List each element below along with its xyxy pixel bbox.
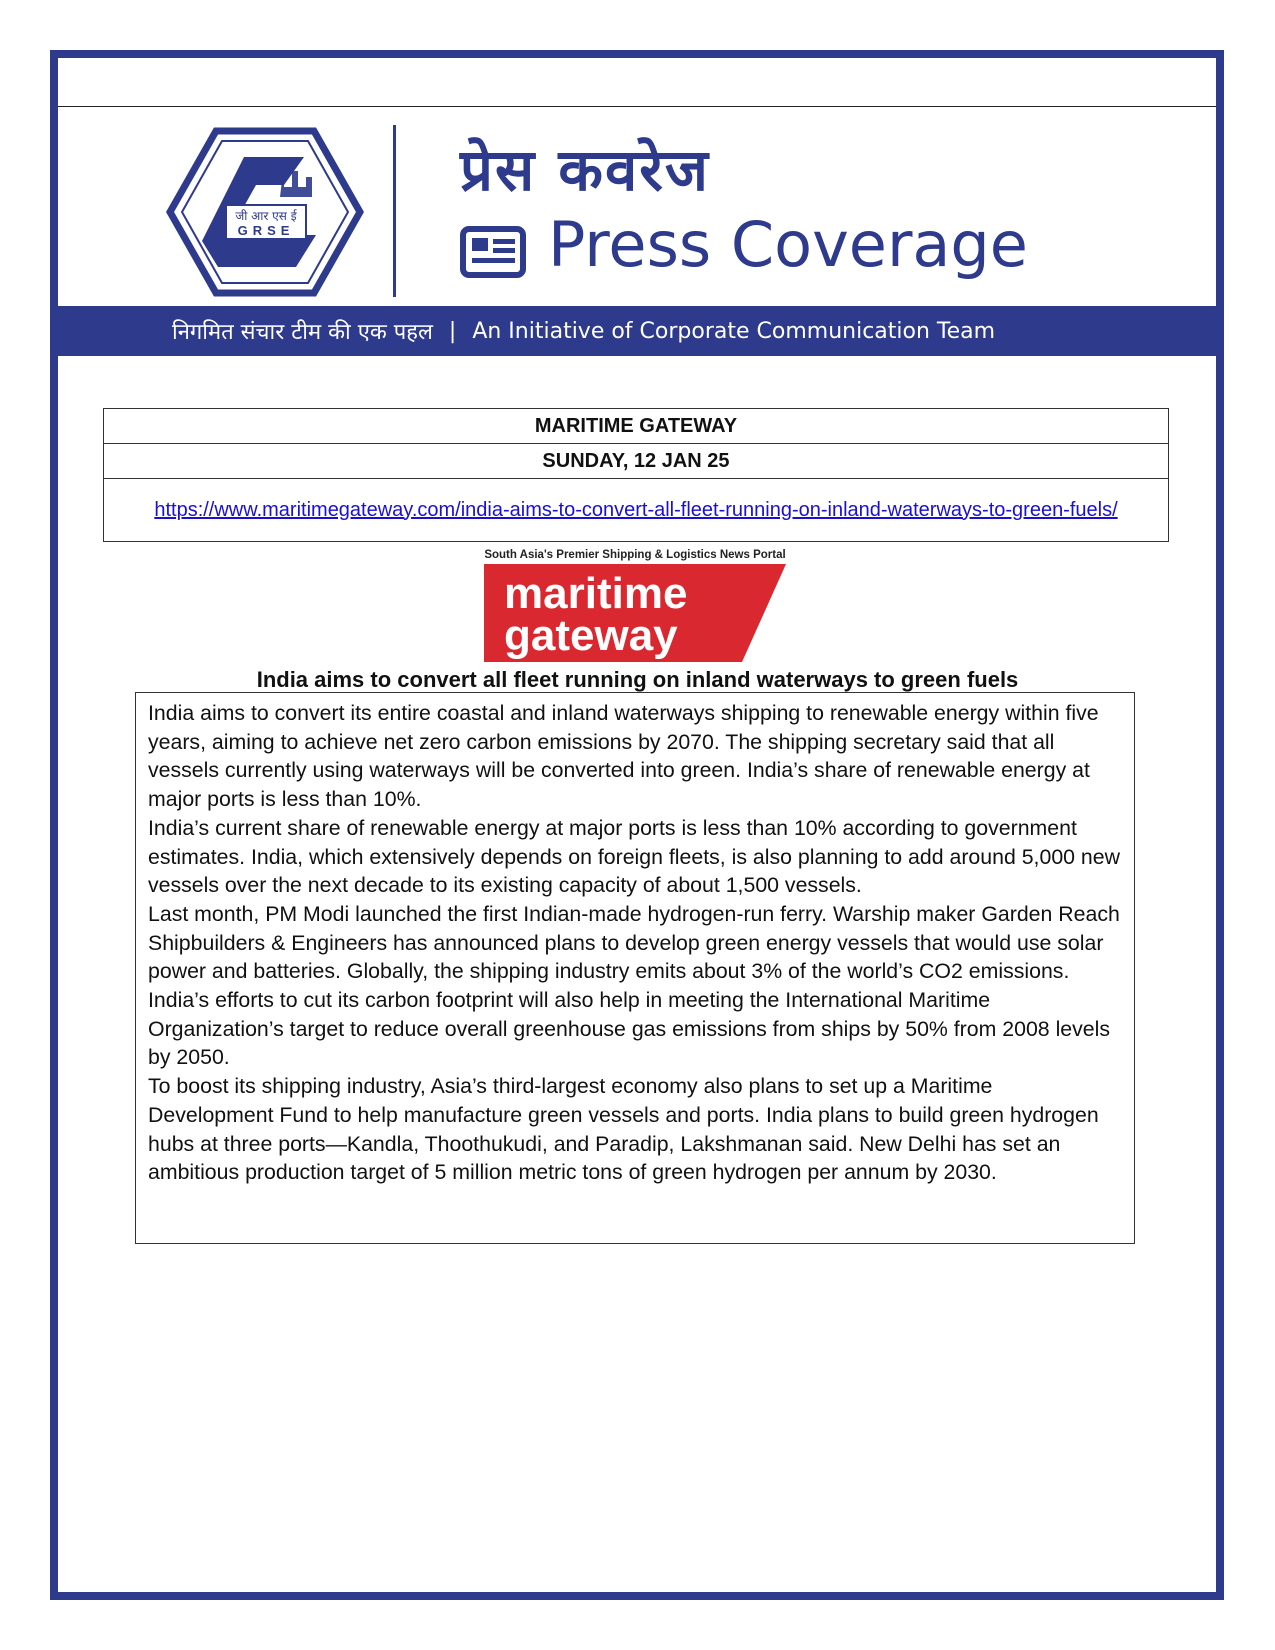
publication-date: SUNDAY, 12 JAN 25 bbox=[104, 444, 1169, 479]
publication-tagline: South Asia's Premier Shipping & Logistics News Portal bbox=[484, 549, 786, 561]
maritime-gateway-logo bbox=[484, 546, 786, 662]
article-paragraph: To boost its shipping industry, Asia’s third-largest economy also plans to set up a Maritime Development Fund to help manufacture green vessels and ports. India plans to build green hydrogen hubs at three ports—Kandla, Thoothukudi, and Paradip, Lakshmanan said. New Delhi has set an ambitious production target of 5 million metric tons of green hydrogen per annum by 2030. bbox=[148, 1074, 1099, 1185]
logo-text: GRSE bbox=[237, 223, 295, 238]
initiative-banner bbox=[58, 306, 1216, 356]
article-paragraph: India’s current share of renewable energy at major ports is less than 10% according to government estimates. India, which extensively depends on foreign fleets, is also planning to add around 5,000 new vessels over the next decade to its existing capacity of about 1,500 vessels. bbox=[148, 815, 1120, 898]
publication-logo-line2: gateway bbox=[504, 611, 678, 660]
banner-english-text: An Initiative of Corporate Communication Team bbox=[472, 318, 996, 344]
header-top-rule bbox=[58, 106, 1216, 107]
newspaper-icon bbox=[460, 226, 526, 278]
page-title: Press Coverage bbox=[548, 208, 1028, 281]
article-body bbox=[135, 692, 1135, 1244]
article-url-link[interactable]: https://www.maritimegateway.com/india-aims-to-convert-all-fleet-running-on-inland-waterways-to-green-fuels/ bbox=[154, 498, 1118, 521]
article-paragraph: Last month, PM Modi launched the first Indian-made hydrogen-run ferry. Warship maker Garden Reach Shipbuilders & Engineers has announced plans to develop green energy vessels that would use solar power and batteries. Globally, the shipping industry emits about 3% of the world’s CO2 emissions. India’s efforts to cut its carbon footprint will also help in meeting the International Maritime Organization’s target to reduce overall greenhouse gas emissions from ships by 50% from 2008 levels by 2050. bbox=[148, 901, 1120, 1070]
logo-hindi-text: जी आर एस ई bbox=[235, 209, 297, 223]
article-headline: India aims to convert all fleet running on inland waterways to green fuels bbox=[256, 667, 1019, 692]
banner-hindi-text: निगमित संचार टीम की एक पहल bbox=[172, 320, 433, 345]
publication-info-table bbox=[103, 408, 1169, 542]
hindi-page-title: प्रेस कवरेज bbox=[460, 136, 710, 204]
publication-name: MARITIME GATEWAY bbox=[104, 409, 1169, 444]
header-divider bbox=[393, 125, 396, 297]
banner-separator: | bbox=[448, 318, 457, 344]
publication-logo-line1: maritime bbox=[504, 569, 688, 618]
grse-logo bbox=[166, 127, 364, 297]
article-paragraph: India aims to convert its entire coastal and inland waterways shipping to renewable energy within five years, aiming to achieve net zero carbon emissions by 2070. The shipping secretary said that all vessels currently using waterways will be converted into green. India’s share of renewable energy at major ports is less than 10%. bbox=[148, 701, 1099, 812]
